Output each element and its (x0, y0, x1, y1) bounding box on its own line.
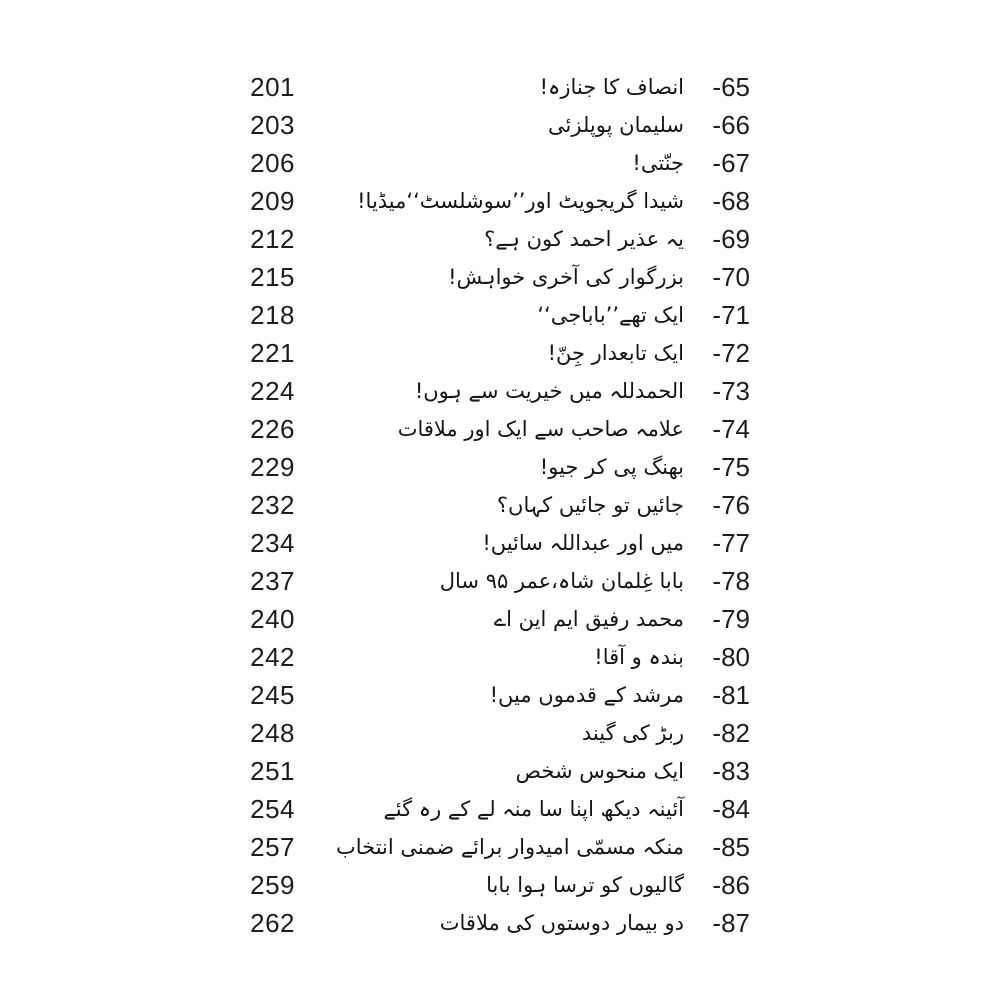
chapter-title: ایک تابعدار جِنّ! (547, 341, 684, 365)
page-number: 257 (250, 832, 295, 862)
chapter-title: آئینہ دیکھ اپنا سا منہ لے کے رہ گئے (383, 797, 684, 821)
entry-number: -69 (712, 224, 750, 254)
chapter-title: ربڑ کی گیند (581, 721, 684, 745)
page-number: 254 (250, 794, 295, 824)
chapter-title: علامہ صاحب سے ایک اور ملاقات (397, 417, 684, 441)
page-number: 218 (250, 300, 295, 330)
entry-number: -78 (712, 566, 750, 596)
chapter-title: ایک منحوس شخص (515, 759, 684, 783)
chapter-title: منکہ مسمّی امیدوار برائے ضمنی انتخاب (335, 835, 684, 859)
page-number: 234 (250, 528, 295, 558)
toc-entry-row (0, 220, 1000, 258)
toc-entry-row (0, 296, 1000, 334)
toc-entry-row (0, 68, 1000, 106)
page-number: 248 (250, 718, 295, 748)
toc-entry-row (0, 676, 1000, 714)
chapter-title: جنّتی! (632, 151, 684, 175)
toc-entry-row (0, 524, 1000, 562)
page-number: 212 (250, 224, 295, 254)
chapter-title: بھنگ پی کر جیو! (539, 455, 684, 479)
chapter-title: میں اور عبداللہ سائیں! (482, 531, 684, 555)
page-number: 215 (250, 262, 295, 292)
toc-entry-row (0, 600, 1000, 638)
entry-number: -81 (712, 680, 750, 710)
entry-number: -80 (712, 642, 750, 672)
page-number: 242 (250, 642, 295, 672)
page-number: 221 (250, 338, 295, 368)
entry-number: -86 (712, 870, 750, 900)
toc-entry-row (0, 106, 1000, 144)
toc-entry-row (0, 638, 1000, 676)
entry-number: -79 (712, 604, 750, 634)
toc-entry-row (0, 144, 1000, 182)
entry-number: -72 (712, 338, 750, 368)
entry-number: -71 (712, 300, 750, 330)
page-number: 209 (250, 186, 295, 216)
chapter-title: دو بیمار دوستوں کی ملاقات (439, 911, 684, 935)
entry-number: -84 (712, 794, 750, 824)
entry-number: -68 (712, 186, 750, 216)
page-number: 245 (250, 680, 295, 710)
page-number: 226 (250, 414, 295, 444)
chapter-title: شیدا گریجویٹ اور’’سوشلسٹ‘‘میڈیا! (357, 189, 684, 213)
page-number: 229 (250, 452, 295, 482)
entry-number: -77 (712, 528, 750, 558)
entry-number: -70 (712, 262, 750, 292)
page-number: 224 (250, 376, 295, 406)
toc-entry-row (0, 182, 1000, 220)
toc-entry-row (0, 334, 1000, 372)
toc-entry-row (0, 866, 1000, 904)
chapter-title: محمد رفیق ایم این اے (493, 607, 684, 631)
toc-entry-row (0, 790, 1000, 828)
toc-entry-row (0, 714, 1000, 752)
page-number: 232 (250, 490, 295, 520)
toc-entry-row (0, 828, 1000, 866)
toc-entry-row (0, 372, 1000, 410)
chapter-title: بابا غِلمان شاہ،عمر ۹۵ سال (439, 569, 684, 593)
page-number: 206 (250, 148, 295, 178)
entry-number: -74 (712, 414, 750, 444)
page-number: 201 (250, 72, 295, 102)
chapter-title: یہ عذیر احمد کون ہے؟ (484, 227, 684, 251)
page-number: 203 (250, 110, 295, 140)
chapter-title: انصاف کا جنازہ! (539, 75, 684, 99)
chapter-title: سلیمان پوپلزئی (548, 113, 684, 137)
entry-number: -87 (712, 908, 750, 938)
entry-number: -73 (712, 376, 750, 406)
chapter-title: مرشد کے قدموں میں! (489, 683, 684, 707)
entry-number: -82 (712, 718, 750, 748)
entry-number: -66 (712, 110, 750, 140)
chapter-title: گالیوں کو ترسا ہوا بابا (486, 873, 684, 897)
toc-entry-row (0, 904, 1000, 942)
entry-number: -85 (712, 832, 750, 862)
chapter-title: ایک تھے’’باباجی‘‘ (537, 303, 684, 327)
entry-number: -65 (712, 72, 750, 102)
table-of-contents (0, 68, 1000, 942)
toc-entry-row (0, 562, 1000, 600)
chapter-title: جائیں تو جائیں کہاں؟ (496, 493, 684, 517)
page-number: 240 (250, 604, 295, 634)
toc-entry-row (0, 752, 1000, 790)
toc-entry-row (0, 448, 1000, 486)
page-number: 237 (250, 566, 295, 596)
chapter-title: بزرگوار کی آخری خواہش! (448, 265, 684, 289)
chapter-title: الحمدللہ میں خیریت سے ہوں! (414, 379, 684, 403)
entry-number: -83 (712, 756, 750, 786)
entry-number: -67 (712, 148, 750, 178)
page-number: 262 (250, 908, 295, 938)
toc-entry-row (0, 486, 1000, 524)
entry-number: -76 (712, 490, 750, 520)
chapter-title: بندہ و آقا! (594, 645, 684, 669)
page-number: 251 (250, 756, 295, 786)
toc-entry-row (0, 410, 1000, 448)
entry-number: -75 (712, 452, 750, 482)
toc-entry-row (0, 258, 1000, 296)
page-number: 259 (250, 870, 295, 900)
